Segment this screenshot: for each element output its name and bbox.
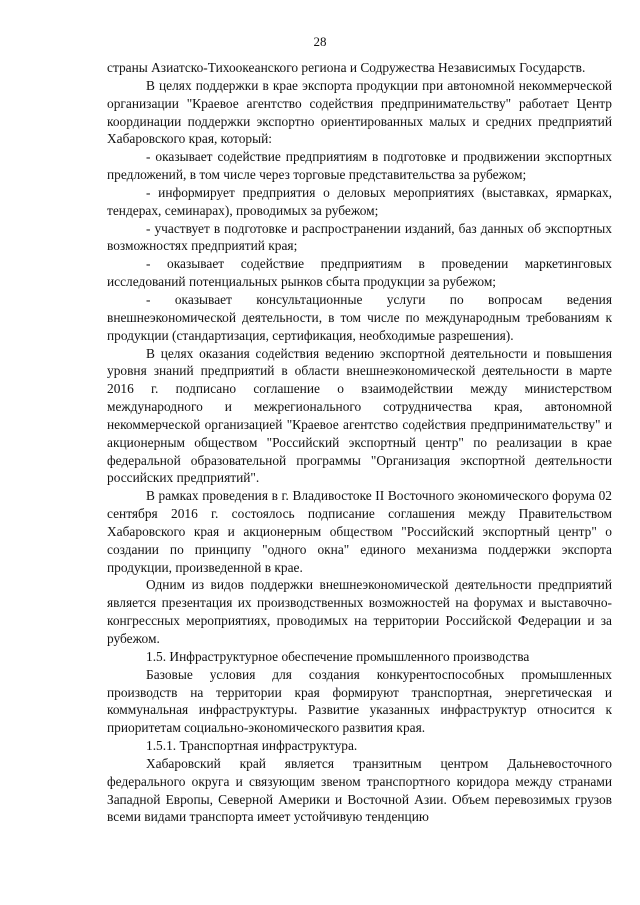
paragraph: Базовые условия для создания конкурентоспособных промышленных производств на территории края формируют транспортная, энергетическая и коммунальная инфраструктуры. Развитие указанных инфраструктур относится к приоритетам социально-экономического развития края. <box>107 666 612 736</box>
body-text <box>107 59 612 826</box>
list-item: - информирует предприятия о деловых мероприятиях (выставках, ярмарках, тендерах, семинарах), проводимых за рубежом; <box>107 184 612 218</box>
list-item: - оказывает консультационные услуги по вопросам ведения внешнеэкономической деятельности, в том числе по международным требованиям к продукции (стандартизация, сертификация, необходимые разрешения). <box>107 291 612 343</box>
paragraph: В рамках проведения в г. Владивостоке II Восточного экономического форума 02 сентября 2016 г. состоялось подписание соглашения между Правительством Хабаровского края и акционерным обществом "Российский экспортный центр" о создании по принципу "одного окна" единого механизма поддержки экспорта продукции, произведенной в крае. <box>107 488 612 575</box>
list-item: - оказывает содействие предприятиям в подготовке и продвижении экспортных предложений, в том числе через торговые представительства за рубежом; <box>107 149 612 183</box>
list-item: - участвует в подготовке и распространении изданий, баз данных об экспортных возможностях предприятий края; <box>107 220 612 254</box>
subsection-heading: 1.5.1. Транспортная инфраструктура. <box>146 738 358 754</box>
paragraph: Хабаровский край является транзитным центром Дальневосточного федерального округа и связующим звеном транспортного коридора между странами Западной Европы, Северной Америки и Восточной Азии. Объем перевозимых грузов всеми видами транспорта имеет устойчивую тенденцию <box>107 755 612 825</box>
paragraph: страны Азиатско-Тихоокеанского региона и Содружества Независимых Государств. <box>107 60 586 75</box>
section-heading: 1.5. Инфраструктурное обеспечение промышленного производства <box>146 648 530 664</box>
paragraph: Одним из видов поддержки внешнеэкономической деятельности предприятий является презентация их производственных возможностей на форумах и выставочно-конгрессных мероприятиях, проводимых на территории Российской Федерации и за рубежом. <box>107 577 612 646</box>
list-item: - оказывает содействие предприятиям в проведении маркетинговых исследований потенциальных рынков сбыта продукции за рубежом; <box>107 256 612 290</box>
paragraph: В целях оказания содействия ведению экспортной деятельности и повышения уровня знаний предприятий в области внешнеэкономической деятельности в марте 2016 г. подписано соглашение о взаимодействии между министерством международного и межрегионального сотрудничества края, автономной некоммерческой организацией "Краевое агентство содействия предпринимательству" и акционерным обществом "Российский экспортный центр" по реализации в крае федеральной образовательной программы "Организация экспортной деятельности российских предприятий". <box>107 345 612 486</box>
paragraph: В целях поддержки в крае экспорта продукции при автономной некоммерческой организации "Краевое агентство содействия предпринимательству" работает Центр координации поддержки экспортно ориентированных малых и средних предприятий Хабаровского края, который: <box>107 77 612 147</box>
page-number: 28 <box>313 34 327 49</box>
